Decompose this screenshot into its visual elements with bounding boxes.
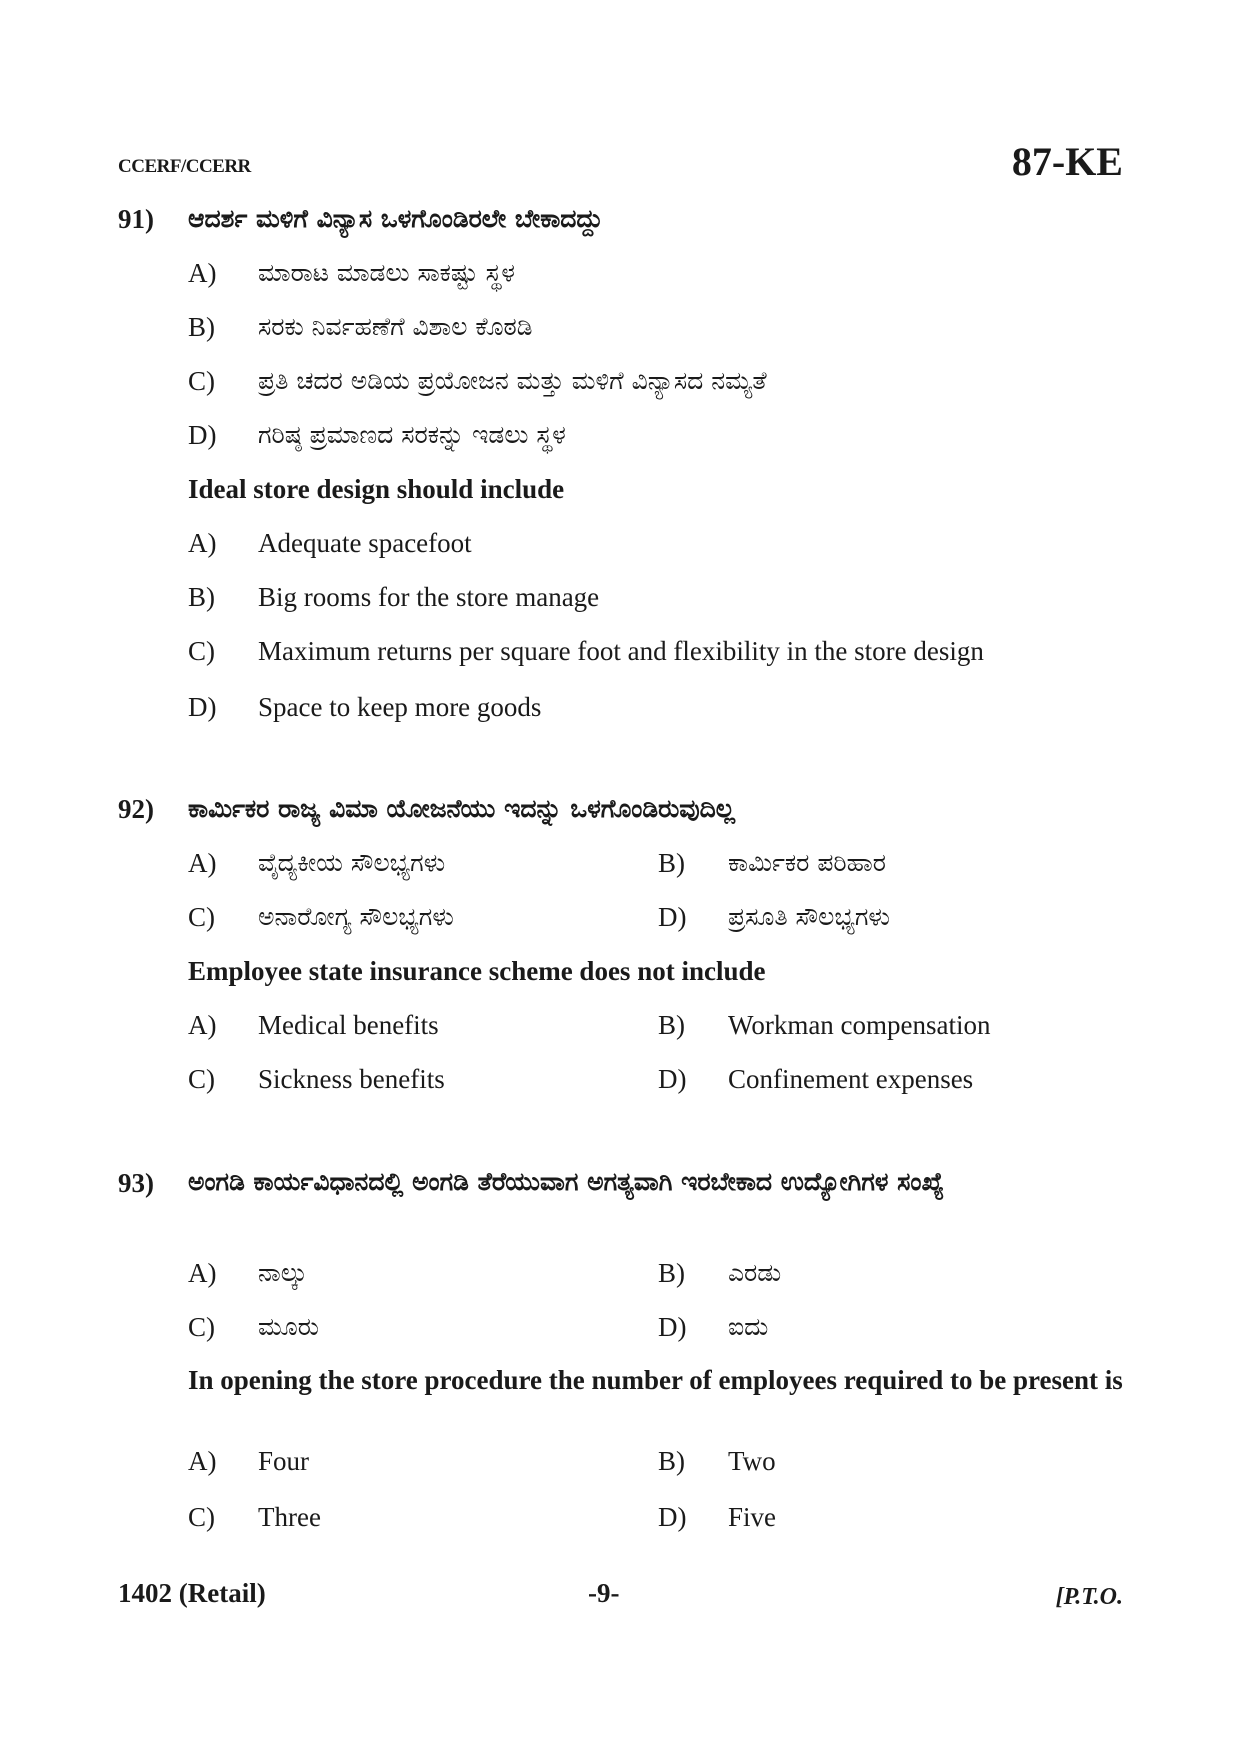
option-text-kannada: ಮಾರಾಟ ಮಾಡಲು ಸಾಕಷ್ಟು ಸ್ಥಳ — [258, 258, 515, 287]
question-number: 91) — [118, 204, 154, 234]
option-letter: A) — [188, 1010, 217, 1040]
option-letter: B) — [658, 1446, 685, 1476]
option-letter: D) — [658, 1312, 687, 1342]
option-letter: C) — [188, 366, 215, 396]
option-text-kannada: ಕಾರ್ಮಿಕರ ಪರಿಹಾರ — [728, 848, 886, 877]
please-turn-over: [P.T.O. — [1055, 1584, 1123, 1610]
option-letter: B) — [188, 312, 215, 342]
footer-subject-code: 1402 (Retail) — [118, 1578, 266, 1608]
option-text-kannada: ಪ್ರಸೂತಿ ಸೌಲಭ್ಯಗಳು — [728, 902, 890, 931]
option-letter: C) — [188, 1064, 215, 1094]
option-letter: A) — [188, 258, 217, 288]
option-letter: C) — [188, 1312, 215, 1342]
option-text-kannada: ಸರಕು ನಿರ್ವಹಣೆಗೆ ವಿಶಾಲ ಕೊಠಡಿ — [258, 312, 533, 341]
question-text-english: In opening the store procedure the number of employees required to be present is — [188, 1365, 1123, 1395]
option-text-english: Sickness benefits — [258, 1064, 445, 1094]
option-letter: C) — [188, 1502, 215, 1532]
option-text-kannada: ಅನಾರೋಗ್ಯ ಸೌಲಭ್ಯಗಳು — [258, 902, 454, 931]
option-text-english: Space to keep more goods — [258, 692, 542, 722]
option-text-english: Maximum returns per square foot and flexibility in the store design — [258, 636, 984, 666]
option-text-english: Big rooms for the store manage — [258, 582, 600, 612]
option-text-english: Workman compensation — [728, 1010, 991, 1040]
paper-code: 87-KE — [1011, 139, 1123, 184]
option-text-kannada: ನಾಲ್ಕು — [258, 1258, 308, 1287]
option-text-english: Confinement expenses — [728, 1064, 974, 1094]
option-letter: A) — [188, 528, 217, 558]
question-text-english: Ideal store design should include — [188, 474, 565, 504]
option-letter: A) — [188, 848, 217, 878]
option-letter: D) — [188, 692, 217, 722]
question-text-kannada: ಆದರ್ಶ ಮಳಿಗೆ ವಿನ್ಯಾಸ ಒಳಗೊಂಡಿರಲೇ ಬೇಕಾದದ್ದು — [188, 204, 603, 233]
question-text-kannada: ಅಂಗಡಿ ಕಾರ್ಯವಿಧಾನದಲ್ಲಿ ಅಂಗಡಿ ತೆರೆಯುವಾಗ ಅಗತ್ಯವಾಗಿ ಇರಬೇಕಾದ ಉದ್ಯೋಗಿಗಳ ಸಂಖ್ಯೆ — [188, 1167, 945, 1196]
option-letter: B) — [658, 1258, 685, 1288]
question-text-english: Employee state insurance scheme does not include — [188, 956, 766, 986]
option-letter: C) — [188, 636, 215, 666]
page-number: -9- — [588, 1578, 620, 1608]
option-text-kannada: ಗರಿಷ್ಠ ಪ್ರಮಾಣದ ಸರಕನ್ನು ಇಡಲು ಸ್ಥಳ — [258, 420, 566, 449]
option-letter: B) — [188, 582, 215, 612]
option-text-english: Medical benefits — [258, 1010, 439, 1040]
option-text-english: Adequate spacefoot — [258, 528, 472, 558]
option-letter: D) — [188, 420, 217, 450]
question-number: 93) — [118, 1168, 154, 1198]
option-text-kannada: ಮೂರು — [258, 1312, 319, 1341]
option-text-english: Four — [258, 1446, 310, 1476]
option-letter: C) — [188, 902, 215, 932]
option-letter: D) — [658, 1064, 687, 1094]
option-text-kannada: ಎರಡು — [728, 1258, 782, 1287]
option-letter: A) — [188, 1258, 217, 1288]
option-text-english: Three — [258, 1502, 321, 1532]
option-text-english: Two — [728, 1446, 776, 1476]
option-letter: B) — [658, 1010, 685, 1040]
question-text-kannada: ಕಾರ್ಮಿಕರ ರಾಜ್ಯ ವಿಮಾ ಯೋಜನೆಯು ಇದನ್ನು ಒಳಗೊಂಡಿರುವುದಿಲ್ಲ — [188, 794, 735, 823]
option-letter: D) — [658, 1502, 687, 1532]
option-letter: D) — [658, 902, 687, 932]
exam-code: CCERF/CCERR — [118, 156, 251, 177]
option-text-kannada: ಐದು — [728, 1312, 769, 1341]
option-text-kannada: ವೈದ್ಯಕೀಯ ಸೌಲಭ್ಯಗಳು — [258, 848, 446, 877]
question-number: 92) — [118, 794, 154, 824]
option-text-kannada: ಪ್ರತಿ ಚದರ ಅಡಿಯ ಪ್ರಯೋಜನ ಮತ್ತು ಮಳಿಗೆ ವಿನ್ಯಾಸದ ನಮ್ಯತೆ — [258, 366, 767, 395]
option-letter: A) — [188, 1446, 217, 1476]
option-letter: B) — [658, 848, 685, 878]
option-text-english: Five — [728, 1502, 777, 1532]
